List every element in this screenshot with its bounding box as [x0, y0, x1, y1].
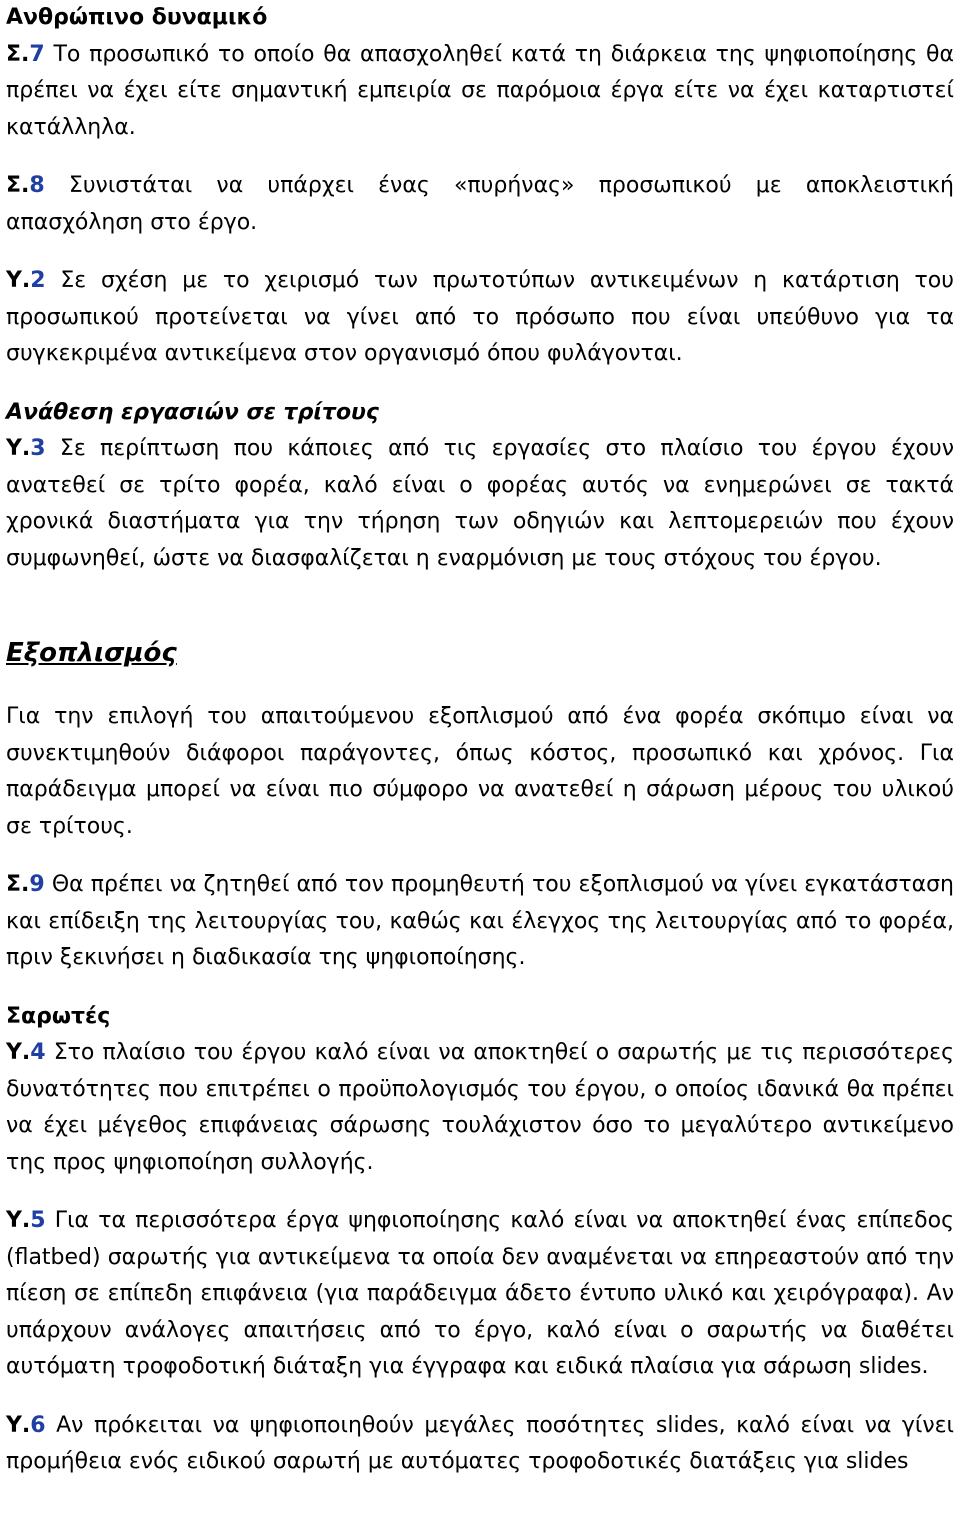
- item-code: Σ.: [6, 41, 30, 67]
- item-number: 3: [30, 436, 46, 461]
- item-y5: [6, 1203, 954, 1386]
- item-text: Σε σχέση με το χειρισμό των πρωτοτύπων αντικειμένων η κατάρτιση του προσωπικού προτείνεται να γίνει από το πρόσωπο που είναι υπεύθυνο για τα συγκεκριμένα αντικείμενα στον οργανισμό όπου φυλάγονται.: [6, 268, 954, 366]
- item-text: Στο πλαίσιο του έργου καλό είναι να αποκτηθεί ο σαρωτής με τις περισσότερες δυνατότητες που επιτρέπει ο προϋπολογισμός του έργου, ο οποίος ιδανικά θα πρέπει να έχει μέγεθος επιφάνειας σάρωσης τουλάχιστον όσο το μεγαλύτερο αντικείμενο της προς ψηφιοποίηση συλλογής.: [6, 1040, 954, 1175]
- item-text: Για τα περισσότερα έργα ψηφιοποίησης καλό είναι να αποκτηθεί ένας επίπεδος (flatbed) σαρωτής για αντικείμενα τα οποία δεν αναμένεται να επηρεαστούν από την πίεση σε επίπεδη επιφάνεια (για παράδειγμα άδετο έντυπο υλικό και χειρόγραφα). Αν υπάρχουν ανάλογες απαιτήσεις από το έργο, καλό είναι ο σαρωτής να διαθέτει αυτόματη τροφοδοτική διάταξη για έγγραφα και ειδικά πλαίσια για σάρωση slides.: [6, 1208, 954, 1379]
- item-s7: [6, 37, 954, 147]
- heading-scanners: Σαρωτές: [6, 1003, 111, 1029]
- item-y4: [6, 1035, 954, 1181]
- item-y6: [6, 1408, 954, 1481]
- heading-outsourcing: Ανάθεση εργασιών σε τρίτους: [6, 399, 379, 425]
- item-code: Σ.: [6, 872, 30, 897]
- item-y2: [6, 263, 954, 373]
- item-code: Σ.: [6, 173, 30, 198]
- item-code: Υ.: [6, 1412, 31, 1438]
- item-number: 9: [29, 872, 45, 897]
- item-code: Υ.: [6, 436, 31, 461]
- item-code: Υ.: [6, 1040, 31, 1065]
- item-number: 6: [30, 1412, 46, 1438]
- item-text: Σε περίπτωση που κάποιες από τις εργασίες στο πλαίσιο του έργου έχουν ανατεθεί σε τρίτο φορέα, καλό είναι ο φορέας αυτός να ενημερώνει σε τακτά χρονικά διαστήματα για την τήρηση των οδηγιών και λεπτομερειών που έχουν συμφωνηθεί, ώστε να διασφαλίζεται η εναρμόνιση με τους στόχους του έργου.: [6, 436, 954, 571]
- heading-human-resources: Ανθρώπινο δυναμικό: [6, 5, 268, 30]
- heading-equipment: Εξοπλισμός: [6, 638, 177, 668]
- item-y3: [6, 431, 954, 577]
- item-number: 7: [29, 41, 45, 67]
- item-number: 8: [29, 173, 45, 198]
- item-text: Αν πρόκειται να ψηφιοποιηθούν μεγάλες ποσότητες slides, καλό είναι να γίνει προμήθεια ενός ειδικού σαρωτή με αυτόματες τροφοδοτικές διατάξεις για slides: [6, 1412, 954, 1474]
- item-code: Υ.: [6, 1208, 31, 1233]
- item-text: Θα πρέπει να ζητηθεί από τον προμηθευτή του εξοπλισμού να γίνει εγκατάσταση και επίδειξη της λειτουργίας του, καθώς και έλεγχος της λειτουργίας από το φορέα, πριν ξεκινήσει η διαδικασία της ψηφιοποίησης.: [6, 872, 954, 970]
- item-s8: [6, 168, 954, 241]
- item-s9: [6, 867, 954, 977]
- item-code: Υ.: [6, 268, 31, 293]
- item-number: 5: [30, 1208, 46, 1233]
- item-number: 4: [30, 1040, 46, 1065]
- equipment-intro: Για την επιλογή του απαιτούμενου εξοπλισμού από ένα φορέα σκόπιμο είναι να συνεκτιμηθούν διάφοροι παράγοντες, όπως κόστος, προσωπικό και χρόνος. Για παράδειγμα μπορεί να είναι πιο σύμφορο να ανατεθεί η σάρωση μέρους του υλικού σε τρίτους.: [6, 704, 954, 839]
- item-number: 2: [30, 268, 46, 293]
- item-text: Το προσωπικό το οποίο θα απασχοληθεί κατά τη διάρκεια της ψηφιοποίησης θα πρέπει να έχει είτε σημαντική εμπειρία σε παρόμοια έργα είτε να έχει καταρτιστεί κατάλληλα.: [6, 41, 954, 140]
- item-text: Συνιστάται να υπάρχει ένας «πυρήνας» προσωπικού με αποκλειστική απασχόληση στο έργο.: [6, 173, 954, 235]
